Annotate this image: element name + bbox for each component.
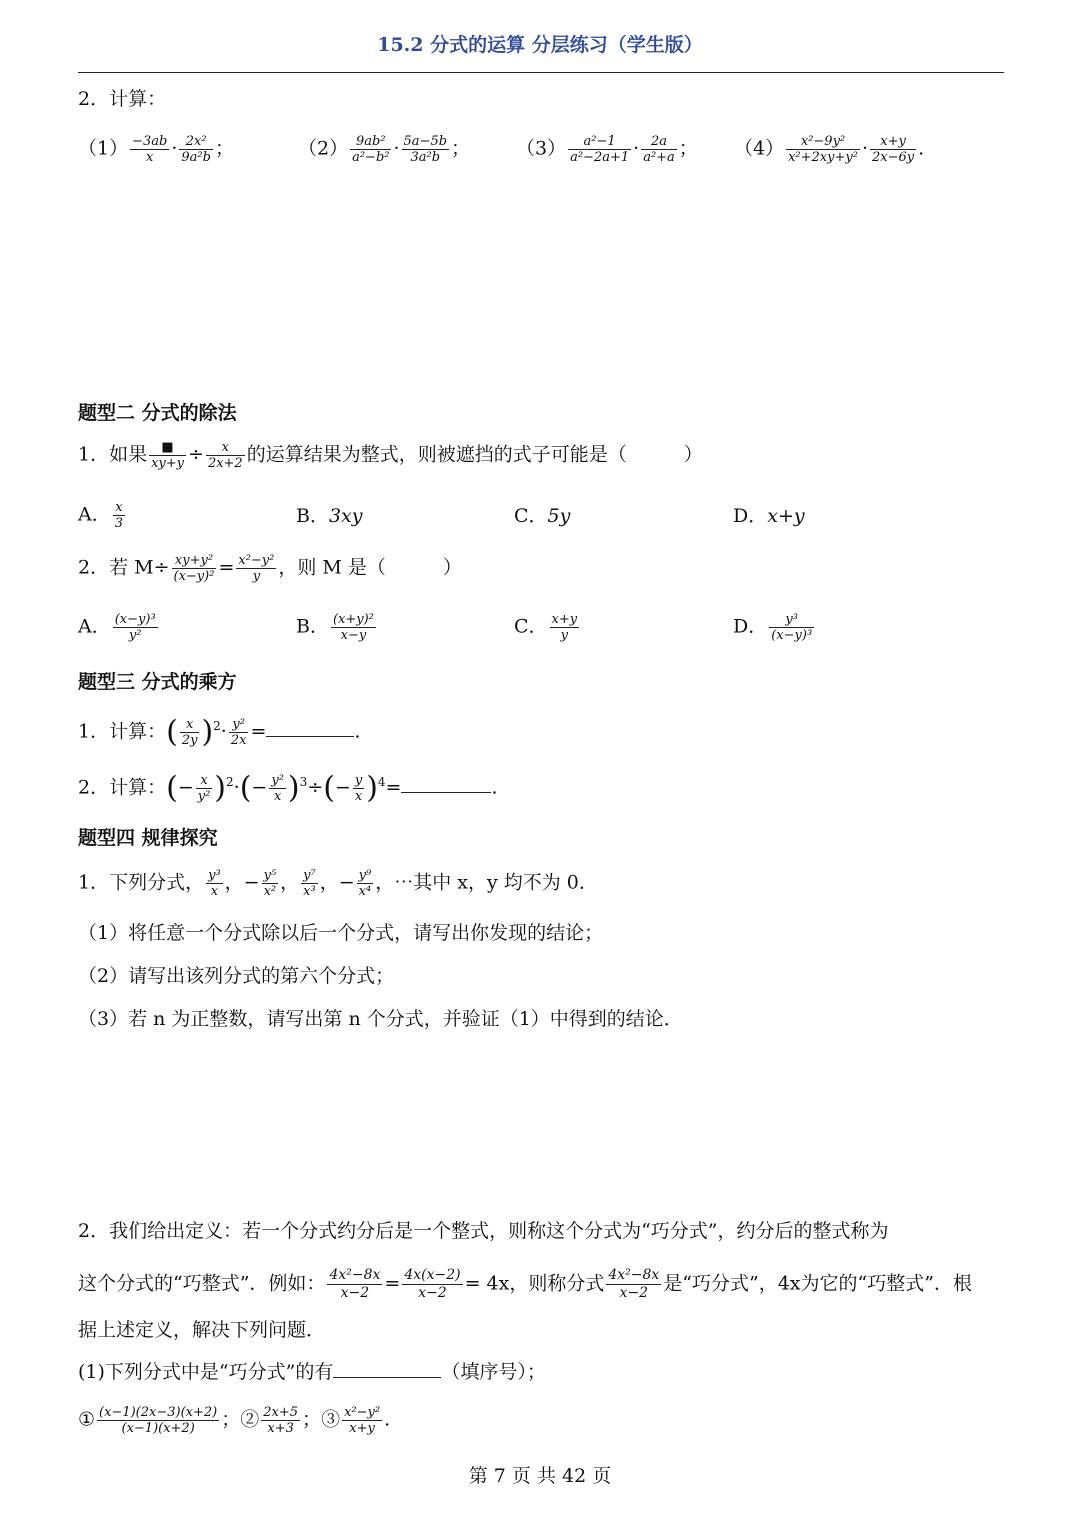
q2-compute-label: 2．计算： bbox=[78, 88, 167, 110]
answer-blank bbox=[333, 1377, 441, 1378]
s4-q2-choices: ① $\frac{(x-1)(2x-3)(x+2)}{(x-1)(x+2)}$ ；② $\frac{2x+5}{x+3}$ ；③ $\frac{\text{x²−y²}}{x+y}$ . bbox=[78, 1405, 391, 1436]
answer-blank bbox=[266, 736, 354, 737]
compute-part-3: （3） $\frac{\text{a²−1}}{\text{a²−2a+1}}$ · $\frac{2a}{\text{a²+a}}$ ； bbox=[516, 134, 698, 165]
s2-question-1: 1．如果 ■ xy+y ÷ $\frac{x}{2x+2}$ 的运算结果为整式，则被遮挡的式子可能是（ ） bbox=[78, 440, 703, 471]
s4-q1-sub2: （2）请写出该列分式的第六个分式； bbox=[78, 965, 395, 987]
s3-question-2: 2．计算：(− $\frac{x}{\text{y²}}$ )$^2$·(− $\frac{\text{y²}}{x}$ )$^3$÷(− $\frac{y}{x}$ )$^4$= . bbox=[78, 770, 498, 806]
fraction: $\frac{x+y}{y}$ bbox=[551, 612, 578, 643]
s4-q2-sub1: (1)下列分式中是“巧分式”的有 （填序号）； bbox=[78, 1361, 546, 1383]
section-title-division: 题型二 分式的除法 bbox=[78, 402, 237, 424]
s2-q2-option-a: A． $\frac{\text{(x−y)³}}{\text{y²}}$ bbox=[78, 612, 156, 643]
part-label: （1） bbox=[78, 137, 129, 160]
s2-q2-option-d: D． $\frac{\text{y³}}{\text{(x−y)³}}$ bbox=[733, 612, 813, 643]
fraction: $\frac{\text{y⁹}}{\text{x⁴}}$ bbox=[358, 868, 372, 899]
header-divider bbox=[78, 72, 1004, 73]
s3-question-1: 1．计算：( $\frac{x}{2y}$ )$^2$· $\frac{\text{y²}}{2x}$ = . bbox=[78, 714, 361, 750]
fraction: $\frac{x+y}{2x-6y}$ bbox=[871, 134, 915, 165]
s2-q1-option-b: B．3xy bbox=[296, 505, 363, 527]
fraction: $\frac{-3ab}{x}$ bbox=[132, 134, 168, 165]
fraction: $\frac{\text{9ab²}}{\text{a²−b²}}$ bbox=[352, 134, 390, 165]
fraction: $\frac{y}{x}$ bbox=[354, 772, 363, 804]
s2-q1-option-d: D．x+y bbox=[733, 505, 805, 527]
fraction: $\frac{x}{\text{y²}}$ bbox=[197, 772, 211, 804]
fraction: $\frac{x}{3}$ bbox=[114, 500, 124, 531]
s4-question-1: 1．下列分式， $\frac{\text{y³}}{x}$ ，− $\frac{\text{y⁵}}{\text{x²}}$ ， $\frac{\text{y⁷}}{\text{x³}}$ ，− $\frac{\text{y⁹}}{\text{x⁴}}$ ，⋯其中 x，y 均不为 0． bbox=[78, 868, 598, 899]
part-label: （4） bbox=[734, 137, 785, 160]
s4-q2-line2: 这个分式的“巧整式”．例如： $\frac{\text{4x²−8x}}{x-2}$ = $\frac{4x(x-2)}{x-2}$ = 4x，则称分式 $\frac{\text{4x²−8x}}{x-2}$ 是“巧分式”，4x为它的“巧整式”．根 bbox=[78, 1267, 972, 1301]
s4-q1-sub1: （1）将任意一个分式除以后一个分式，请写出你发现的结论； bbox=[78, 922, 604, 944]
fraction: $\frac{\text{x²−y²}}{y}$ bbox=[238, 553, 275, 584]
fraction: $\frac{\text{(x+y)²}}{x-y}$ bbox=[332, 612, 374, 643]
s2-q1-option-c: C．5y bbox=[514, 505, 571, 527]
fraction: $\frac{x}{2x+2}$ bbox=[207, 440, 243, 471]
compute-part-2: （2） $\frac{\text{9ab²}}{\text{a²−b²}}$ · $\frac{5a-5b}{\text{3a²b}}$ ； bbox=[298, 134, 471, 165]
fraction: $\frac{\text{y³}}{\text{(x−y)³}}$ bbox=[771, 612, 813, 643]
fraction: $\frac{\text{y⁵}}{\text{x²}}$ bbox=[263, 868, 277, 899]
section-title-power: 题型三 分式的乘方 bbox=[78, 671, 237, 693]
compute-part-1: （1） $\frac{-3ab}{x}$ · $\frac{\text{2x²}}{\text{9a²b}}$ ； bbox=[78, 134, 234, 165]
page-header-title: 15.2 分式的运算 分层练习（学生版） bbox=[377, 34, 703, 56]
fraction: $\frac{\text{2x²}}{\text{9a²b}}$ bbox=[181, 134, 211, 165]
page-footer: 第 7 页 共 42 页 bbox=[468, 1465, 612, 1487]
fraction: $\frac{(x-1)(2x-3)(x+2)}{(x-1)(x+2)}$ bbox=[99, 1405, 218, 1436]
compute-part-4: （4） $\frac{\text{x²−9y²}}{\text{x²+2xy+y²}}$ · $\frac{x+y}{2x-6y}$ . bbox=[734, 134, 925, 165]
fraction: $\frac{\text{y²}}{x}$ bbox=[271, 772, 284, 804]
answer-blank bbox=[401, 792, 491, 793]
s2-q1-option-a: A． $\frac{x}{3}$ bbox=[78, 500, 124, 531]
fraction: $\frac{x}{2y}$ bbox=[181, 716, 198, 748]
fraction: $\frac{5a-5b}{\text{3a²b}}$ bbox=[403, 134, 448, 165]
fraction: $\frac{\text{y³}}{x}$ bbox=[208, 868, 221, 899]
s2-question-2: 2．若 M÷ $\frac{\text{xy+y²}}{\text{(x−y)²}}$ = $\frac{\text{x²−y²}}{y}$ ，则 M 是（ ） bbox=[78, 553, 462, 584]
s4-q2-line1: 2．我们给出定义：若一个分式约分后是一个整式，则称这个分式为“巧分式”，约分后的整式称为 bbox=[78, 1220, 889, 1242]
fraction: $\frac{\text{4x²−8x}}{x-2}$ bbox=[329, 1267, 381, 1301]
section-title-pattern: 题型四 规律探究 bbox=[78, 827, 218, 849]
fraction: $\frac{\text{x²−y²}}{x+y}$ bbox=[344, 1405, 381, 1436]
fraction: $\frac{4x(x-2)}{x-2}$ bbox=[404, 1267, 461, 1301]
fraction: $\frac{\text{4x²−8x}}{x-2}$ bbox=[608, 1267, 660, 1301]
masked-fraction: ■ xy+y bbox=[151, 440, 185, 471]
fraction: $\frac{\text{y⁷}}{\text{x³}}$ bbox=[303, 868, 316, 899]
s4-q1-sub3: （3）若 n 为正整数，请写出第 n 个分式，并验证（1）中得到的结论． bbox=[78, 1008, 683, 1030]
fraction: $\frac{\text{(x−y)³}}{\text{y²}}$ bbox=[114, 612, 156, 643]
part-label: （2） bbox=[298, 137, 349, 160]
fraction: $\frac{2x+5}{x+3}$ bbox=[263, 1405, 299, 1436]
fraction: $\frac{\text{xy+y²}}{\text{(x−y)²}}$ bbox=[173, 553, 215, 584]
fraction: $\frac{\text{y²}}{2x}$ bbox=[230, 716, 247, 748]
fraction: $\frac{\text{x²−9y²}}{\text{x²+2xy+y²}}$ bbox=[788, 134, 858, 165]
fraction: $\frac{2a}{\text{a²+a}}$ bbox=[643, 134, 675, 165]
s2-q2-option-c: C． $\frac{x+y}{y}$ bbox=[514, 612, 578, 643]
fraction: $\frac{\text{a²−1}}{\text{a²−2a+1}}$ bbox=[570, 134, 630, 165]
s2-q2-option-b: B． $\frac{\text{(x+y)²}}{x-y}$ bbox=[296, 612, 374, 643]
s4-q2-line3: 据上述定义，解决下列问题． bbox=[78, 1319, 326, 1341]
part-label: （3） bbox=[516, 137, 567, 160]
